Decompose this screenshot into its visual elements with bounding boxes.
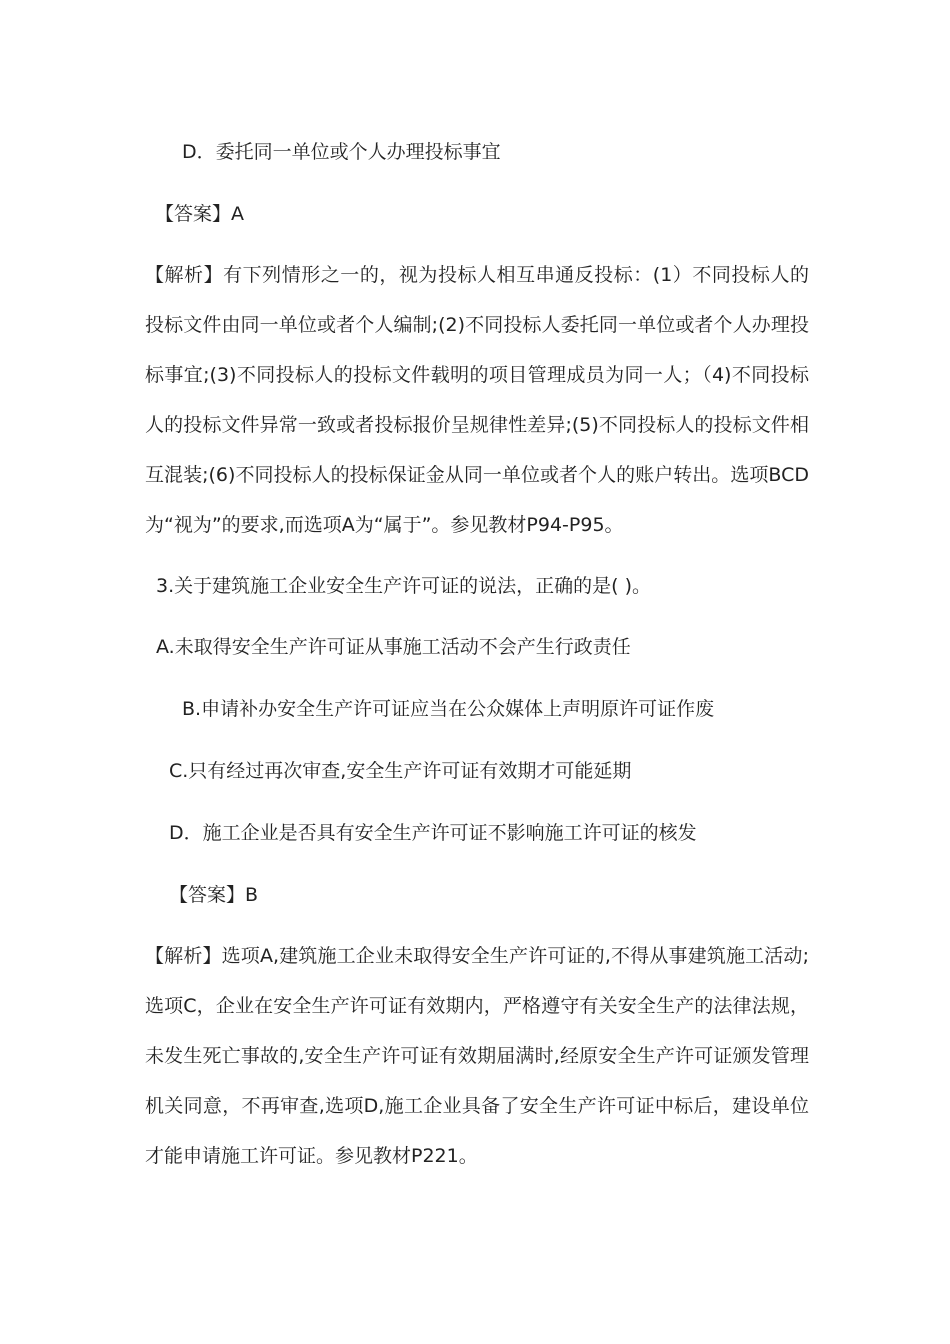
q3-analysis: 【解析】选项A,建筑施工企业未取得安全生产许可证的,不得从事建筑施工活动;选项C，企业在安全生产许可证有效期内，严格遵守有关安全生产的法律法规，未发生死亡事故的,安全生产许可证有效期届满时,经原安全生产许可证颁发管理机关同意，不再审查,选项D,施工企业具备了安全生产许可证中标后，建设单位才能申请施工许可证。参见教材P221。	[145, 945, 809, 1167]
q3-answer: 【答案】B	[169, 884, 259, 906]
q3-option-c: C.只有经过再次审查,安全生产许可证有效期才可能延期	[169, 760, 632, 782]
q3-option-a: A.未取得安全生产许可证从事施工活动不会产生行政责任	[156, 636, 631, 658]
q2-answer: 【答案】A	[155, 203, 244, 225]
q2-option-d: D．委托同一单位或个人办理投标事宜	[182, 141, 501, 163]
q2-analysis: 【解析】有下列情形之一的，视为投标人相互串通反投标：(1）不同投标人的投标文件由同一单位或者个人编制;(2)不同投标人委托同一单位或者个人办理投标事宜;(3)不同投标人的投标文件载明的项目管理成员为同一人；（4)不同投标人的投标文件异常一致或者投标报价呈规律性差异;(5)不同投标人的投标文件相互混装;(6)不同投标人的投标保证金从同一单位或者个人的账户转出。选项BCD为“视为”的要求,而选项A为“属于”。参见教材P94-P95。	[145, 264, 809, 536]
q3-question: 3.关于建筑施工企业安全生产许可证的说法，正确的是( )。	[156, 575, 651, 597]
q3-option-b: B.申请补办安全生产许可证应当在公众媒体上声明原许可证作废	[182, 698, 715, 720]
q3-option-d: D．施工企业是否具有安全生产许可证不影响施工许可证的核发	[169, 822, 697, 844]
